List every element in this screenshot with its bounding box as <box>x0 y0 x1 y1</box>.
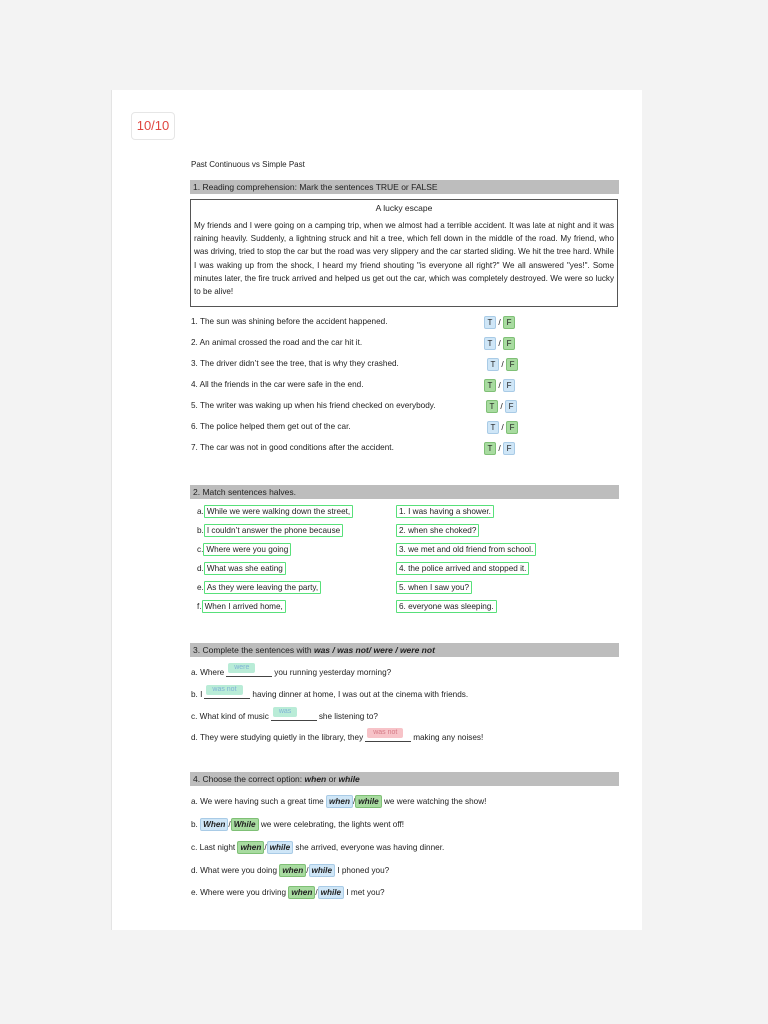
tf-statement: 6. The police helped them get out of the car. <box>191 422 351 431</box>
match-right-text[interactable]: 1. I was having a shower. <box>396 505 494 518</box>
section-4-heading-text: 4. Choose the correct option: <box>193 774 305 784</box>
tf-statement: 3. The driver didn’t see the tree, that is why they crashed. <box>191 359 399 368</box>
slash-separator: / <box>496 443 504 453</box>
sentence-end: I met you? <box>346 888 385 897</box>
false-option[interactable]: F <box>506 358 518 371</box>
sentence-start: e. Where were you driving <box>191 888 287 897</box>
match-right-item <box>396 583 472 592</box>
true-option[interactable]: T <box>484 442 496 455</box>
match-right-item <box>396 545 536 554</box>
story-box <box>190 199 618 307</box>
answer-blank[interactable] <box>204 688 250 699</box>
option-while[interactable]: while <box>267 841 293 854</box>
match-left-item <box>197 564 286 573</box>
match-right-text[interactable]: 4. the police arrived and stopped it. <box>396 562 529 575</box>
slash-separator: / <box>496 380 504 390</box>
option-when[interactable]: when <box>326 795 353 808</box>
option-when[interactable]: When <box>200 818 228 831</box>
section-3-heading <box>190 643 619 657</box>
match-right-text[interactable]: 2. when she choked? <box>396 524 479 537</box>
tf-answer <box>484 337 515 350</box>
tf-answer <box>484 442 515 455</box>
option-while[interactable]: While <box>231 818 259 831</box>
tf-statement: 2. An animal crossed the road and the car hit it. <box>191 338 363 347</box>
match-right-item <box>396 602 497 611</box>
answer-value: were <box>228 663 255 673</box>
answer-value: was <box>273 707 297 717</box>
tf-answer <box>484 379 515 392</box>
answer-blank[interactable] <box>226 666 272 677</box>
section-1-heading: 1. Reading comprehension: Mark the sentences TRUE or FALSE <box>190 180 619 194</box>
slash-separator: / <box>315 888 318 897</box>
choice-sentence <box>191 886 385 899</box>
sentence-end: having dinner at home, I was out at the cinema with friends. <box>252 690 469 699</box>
tf-statement: 4. All the friends in the car were safe in the end. <box>191 380 364 389</box>
match-left-item <box>197 602 286 611</box>
option-when[interactable]: when <box>288 886 315 899</box>
slash-separator: / <box>498 401 506 411</box>
tf-answer <box>486 400 517 413</box>
sentence-end: she arrived, everyone was having dinner. <box>295 843 445 852</box>
sentence-end: you running yesterday morning? <box>274 668 392 677</box>
tf-statement: 5. The writer was waking up when his friend checked on everybody. <box>191 401 436 410</box>
answer-blank[interactable] <box>271 710 317 721</box>
match-left-item <box>197 583 321 592</box>
section-4-heading-when: when <box>304 774 327 784</box>
true-option[interactable]: T <box>487 358 499 371</box>
true-option[interactable]: T <box>484 379 496 392</box>
match-left-text[interactable]: Where were you going <box>203 543 291 556</box>
answer-blank[interactable] <box>365 731 411 742</box>
match-right-text[interactable]: 5. when I saw you? <box>396 581 472 594</box>
false-option[interactable]: F <box>506 421 518 434</box>
sentence-end: we were celebrating, the lights went off! <box>260 820 405 829</box>
section-3-heading-options: was / was not/ were / were not <box>313 645 435 655</box>
choice-sentence <box>191 841 444 854</box>
option-while[interactable]: while <box>355 795 381 808</box>
match-right-item <box>396 507 494 516</box>
false-option[interactable]: F <box>503 337 515 350</box>
match-left-item <box>197 545 291 554</box>
sentence-start: d. They were studying quietly in the library, they <box>191 733 364 742</box>
match-left-text[interactable]: While we were walking down the street, <box>204 505 353 518</box>
tf-statement: 7. The car was not in good conditions after the accident. <box>191 443 394 452</box>
sentence-start: c. What kind of music <box>191 712 269 721</box>
match-right-item <box>396 526 479 535</box>
tf-answer <box>487 358 518 371</box>
tf-answer <box>487 421 518 434</box>
sentence-start: a. Where <box>191 668 225 677</box>
match-letter: b. <box>197 526 204 535</box>
option-when[interactable]: when <box>237 841 264 854</box>
story-title: A lucky escape <box>375 203 433 213</box>
match-letter: d. <box>197 564 204 573</box>
sentence-start: d. What were you doing <box>191 866 278 875</box>
sentence-start: a. We were having such a great time <box>191 797 324 806</box>
match-right-text[interactable]: 6. everyone was sleeping. <box>396 600 497 613</box>
match-left-text[interactable]: As they were leaving the party, <box>204 581 321 594</box>
slash-separator: / <box>306 866 309 875</box>
true-option[interactable]: T <box>486 400 498 413</box>
sentence-end: she listening to? <box>318 712 378 721</box>
false-option[interactable]: F <box>505 400 517 413</box>
match-letter: a. <box>197 507 204 516</box>
fill-in-sentence <box>191 688 468 699</box>
match-left-text[interactable]: What was she eating <box>204 562 286 575</box>
option-while[interactable]: while <box>309 864 335 877</box>
answer-value: was not <box>206 685 242 695</box>
sentence-start: b. <box>191 820 198 829</box>
sentence-end: making any noises! <box>413 733 484 742</box>
match-letter: c. <box>197 545 204 554</box>
choice-sentence <box>191 795 486 808</box>
worksheet-title: Past Continuous vs Simple Past <box>191 160 305 169</box>
tf-statement: 1. The sun was shining before the accident happened. <box>191 317 388 326</box>
answer-value: was not <box>367 728 403 738</box>
slash-separator: / <box>499 359 507 369</box>
match-letter: e. <box>197 583 204 592</box>
section-3-heading-text: 3. Complete the sentences with <box>193 645 314 655</box>
tf-answer <box>484 316 515 329</box>
sentence-end: I phoned you? <box>337 866 390 875</box>
match-letter: f. <box>197 602 202 611</box>
choice-sentence <box>191 864 389 877</box>
match-right-text[interactable]: 3. we met and old friend from school. <box>396 543 536 556</box>
sentence-end: we were watching the show! <box>384 797 487 806</box>
section-4-heading <box>190 772 619 786</box>
match-left-item <box>197 507 353 516</box>
slash-separator: / <box>496 317 504 327</box>
section-4-heading-or: or <box>326 774 339 784</box>
false-option[interactable]: F <box>503 379 515 392</box>
score-badge: 10/10 <box>131 112 175 140</box>
story-text: My friends and I were going on a camping trip, when we almost had a terrible accident. It was late at night and it was raining heavily. Suddenly, a lightning struck and hit a tree, which fell down in the middle of the road. My friend, who was driving, tried to stop the car but the road was very slippery and the car started sliding. We hit the tree hard. While I was waking up from the shock, I heard my friend shouting "is everyone all right?" We all answered "yes!". Some minutes later, the fire truck arrived and helped us get out the car, which was completely destroyed. We were so lucky to be alive! <box>194 221 614 297</box>
fill-in-sentence <box>191 666 391 677</box>
slash-separator: / <box>496 338 504 348</box>
sentence-start: c. Last night <box>191 843 236 852</box>
option-when[interactable]: when <box>279 864 306 877</box>
choice-sentence <box>191 818 404 831</box>
section-2-heading: 2. Match sentences halves. <box>190 485 619 499</box>
match-right-item <box>396 564 529 573</box>
slash-separator: / <box>499 422 507 432</box>
match-left-text[interactable]: When I arrived home, <box>202 600 286 613</box>
true-option[interactable]: T <box>487 421 499 434</box>
option-while[interactable]: while <box>318 886 344 899</box>
match-left-item <box>197 526 343 535</box>
fill-in-sentence <box>191 710 378 721</box>
false-option[interactable]: F <box>503 442 515 455</box>
slash-separator: / <box>352 797 356 806</box>
match-left-text[interactable]: I couldn’t answer the phone because <box>204 524 343 537</box>
slash-separator: / <box>264 843 267 852</box>
slash-separator: / <box>228 820 231 829</box>
sentence-start: b. I <box>191 690 203 699</box>
section-4-heading-while: while <box>338 774 360 784</box>
true-option[interactable]: T <box>484 337 496 350</box>
fill-in-sentence <box>191 731 483 742</box>
false-option[interactable]: F <box>503 316 515 329</box>
true-option[interactable]: T <box>484 316 496 329</box>
